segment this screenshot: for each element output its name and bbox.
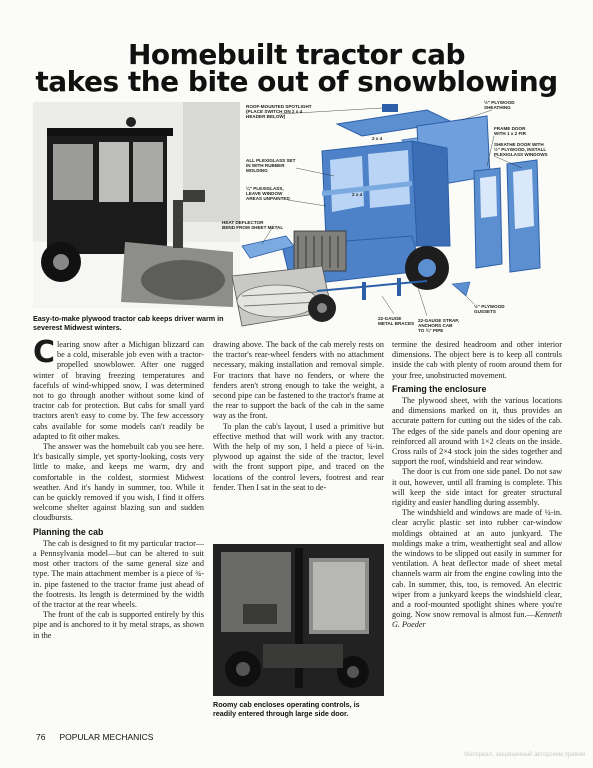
svg-text:LEAVE WINDOW: LEAVE WINDOW — [246, 191, 283, 196]
section-heading: Planning the cab — [33, 526, 104, 537]
headline-line-1: Homebuilt tractor cab — [127, 38, 466, 71]
label-metal-braces: 22-GAUGE — [378, 316, 402, 321]
svg-text:AREAS UNPAINTED: AREAS UNPAINTED — [246, 196, 290, 201]
magazine-name: POPULAR MECHANICS — [59, 732, 154, 742]
article-column-3 — [392, 340, 562, 631]
cab-photo-illustration — [213, 544, 384, 696]
drop-cap: C — [33, 335, 56, 370]
svg-text:(PLACE SWITCH ON 2 x 4: (PLACE SWITCH ON 2 x 4 — [246, 109, 303, 114]
label-side-2x4: 2 x 4 — [352, 192, 363, 197]
paragraph: Clearing snow after a Michigan blizzard can be a cold, miserable job even with a tractor-propelled snowblower. After one rugged winter of braving freezing temperatures and facefuls of wind-whipped snow, I was determined not to go through another without some kind of tractor cab for protection. But cabs for small yard tractors aren't easy to come by. The few accessory cabs available for some models can't readily be adapted to fit other makes. — [33, 335, 204, 441]
page-number: 76 — [36, 732, 46, 742]
photo1-caption: Easy-to-make plywood tractor cab keeps driver warm in severest Midwest winters. — [33, 314, 224, 332]
headline-line-2: takes the bite out of snowblowing — [35, 65, 558, 98]
svg-text:SHEATHING: SHEATHING — [484, 105, 511, 110]
label-spotlight: ROOF-MOUNTED SPOTLIGHT — [246, 104, 312, 109]
article-column-1 — [33, 335, 204, 641]
tractor-photo-illustration — [33, 102, 240, 308]
svg-text:HEADER BELOW): HEADER BELOW) — [246, 114, 286, 119]
svg-text:BEND FROM SHEET METAL: BEND FROM SHEET METAL — [222, 225, 284, 230]
paragraph: termine the desired headroom and other interior dimensions. The object here is to keep all controls inside the cab with plenty of room around them for your free, unobstructed movement. — [392, 340, 562, 380]
label-frame-door: FRAME DOOR — [494, 126, 526, 131]
paragraph: The door is cut from one side panel. Do not saw it out, however, until all framing is complete. This will keep the side intact for greater structural rigidity and easier handling during assembly. — [392, 467, 562, 508]
label-heat-deflector: HEAT DEFLECTOR — [222, 220, 264, 225]
svg-text:PLEXIGLASS WINDOWS: PLEXIGLASS WINDOWS — [494, 152, 548, 157]
cab-side-door-photo — [213, 544, 384, 696]
paragraph: The front of the cab is supported entirely by this pipe and is anchored to it by metal straps, as shown in the — [33, 610, 204, 640]
label-gussets: ½" PLYWOOD — [474, 304, 505, 309]
tractor-cab-photo — [33, 102, 240, 308]
svg-text:TO ¾" PIPE: TO ¾" PIPE — [418, 328, 444, 333]
paragraph: The plywood sheet, with the various locations and dimensions marked on it, thus provides an accurate pattern for cutting out the sides of the cab. The edges of the side panels and door opening are reinforced all around with 1×2 cleats on the inside. Cross rails of 2×4 stock join the sides together and support the roof, windshield and rear window. — [392, 396, 562, 467]
label-plexiglass-set: ALL PLEXIGLASS SET — [246, 158, 296, 163]
paragraph: To plan the cab's layout, I used a primitive but effective method that will work with any tractor. With the help of my son, I held a piece of ¼-in. plywood up against the side of the tractor, level with the front support pipe, and traced on the locations of the control levers, footrest and rear fender. Then I sat in the seat to de- — [213, 421, 384, 492]
paragraph: The answer was the homebuilt cab you see here. It's basically simple, yet sporty-looking, costs very little to make, and keeps me warm, dry and comfortable in the coldest, stormiest Midwest weather. And it's handy in summer, too. While it can be quickly removed if you wish, I find it offers welcome shelter against blazing sun and sudden cloudbursts. — [33, 442, 204, 523]
svg-text:½" PLYWOOD, INSTALL: ½" PLYWOOD, INSTALL — [494, 147, 547, 152]
article-column-2 — [213, 340, 384, 493]
exploded-cab-diagram — [222, 96, 562, 341]
label-plexiglass-leave: ¼" PLEXIGLASS, — [246, 186, 284, 191]
svg-text:MOLDING: MOLDING — [246, 168, 268, 173]
svg-text:GUSSETS: GUSSETS — [474, 309, 496, 314]
section-heading: Framing the enclosure — [392, 383, 487, 394]
copyright-watermark: Материал, защищенный авторским правом — [464, 752, 585, 758]
svg-text:WITH 1 x 2 FIR: WITH 1 x 2 FIR — [494, 131, 526, 136]
author-signature: Kenneth G. Poeder — [392, 610, 562, 630]
label-sheathe-door: SHEATHE DOOR WITH — [494, 142, 544, 147]
svg-text:IN WITH RUBBER: IN WITH RUBBER — [246, 163, 285, 168]
svg-text:ANCHORS CAB: ANCHORS CAB — [418, 323, 453, 328]
diagram-svg — [222, 96, 562, 341]
page-footer — [36, 732, 167, 742]
paragraph: The windshield and windows are made of ¼-in. clear acrylic plastic set into rubber car-window moldings obtained at an auto junkyard. The moldings make a trim, weathertight seal and allow the windows to be slipped out easily in summer for ventilation. A heat deflector made of sheet metal channels warm air from the engine cowling into the cab. In summer, this, too, is removed. An electric wiper from a junkyard keeps the windshield clear, and a roof-mounted spotlight shines where you're going. Now snow removal is almost fun.—Kenneth G. Poeder — [392, 508, 562, 630]
paragraph: The cab is designed to fit my particular tractor—a Pennsylvania model—but can be altered to suit most other tractors of the same general size and type. The main attachment member is a piece of ¾-in. pipe fastened to the tractor frame just ahead of the footrests. Its length is determined by the width of the tractor at the rear wheels. — [33, 538, 204, 610]
photo2-caption: Roomy cab encloses operating controls, is readily entered through large side door. — [213, 700, 360, 718]
label-anchor-strap: 22-GAUGE STRAP, — [418, 318, 460, 323]
svg-text:METAL BRACES: METAL BRACES — [378, 321, 415, 326]
paragraph: drawing above. The back of the cab merely rests on the tractor's rear-wheel fenders with no attachment necessary, making installation and removal simple. For tractors that have no fenders, or where the fenders aren't strong enough to take the weight, a second pipe can be fastened to the tractor's frame at the rear to support the back of the cab in the same way as the front. — [213, 340, 384, 421]
label-sheathing: ½" PLYWOOD — [484, 100, 515, 105]
label-roof-2x4: 2 x 4 — [372, 136, 383, 141]
